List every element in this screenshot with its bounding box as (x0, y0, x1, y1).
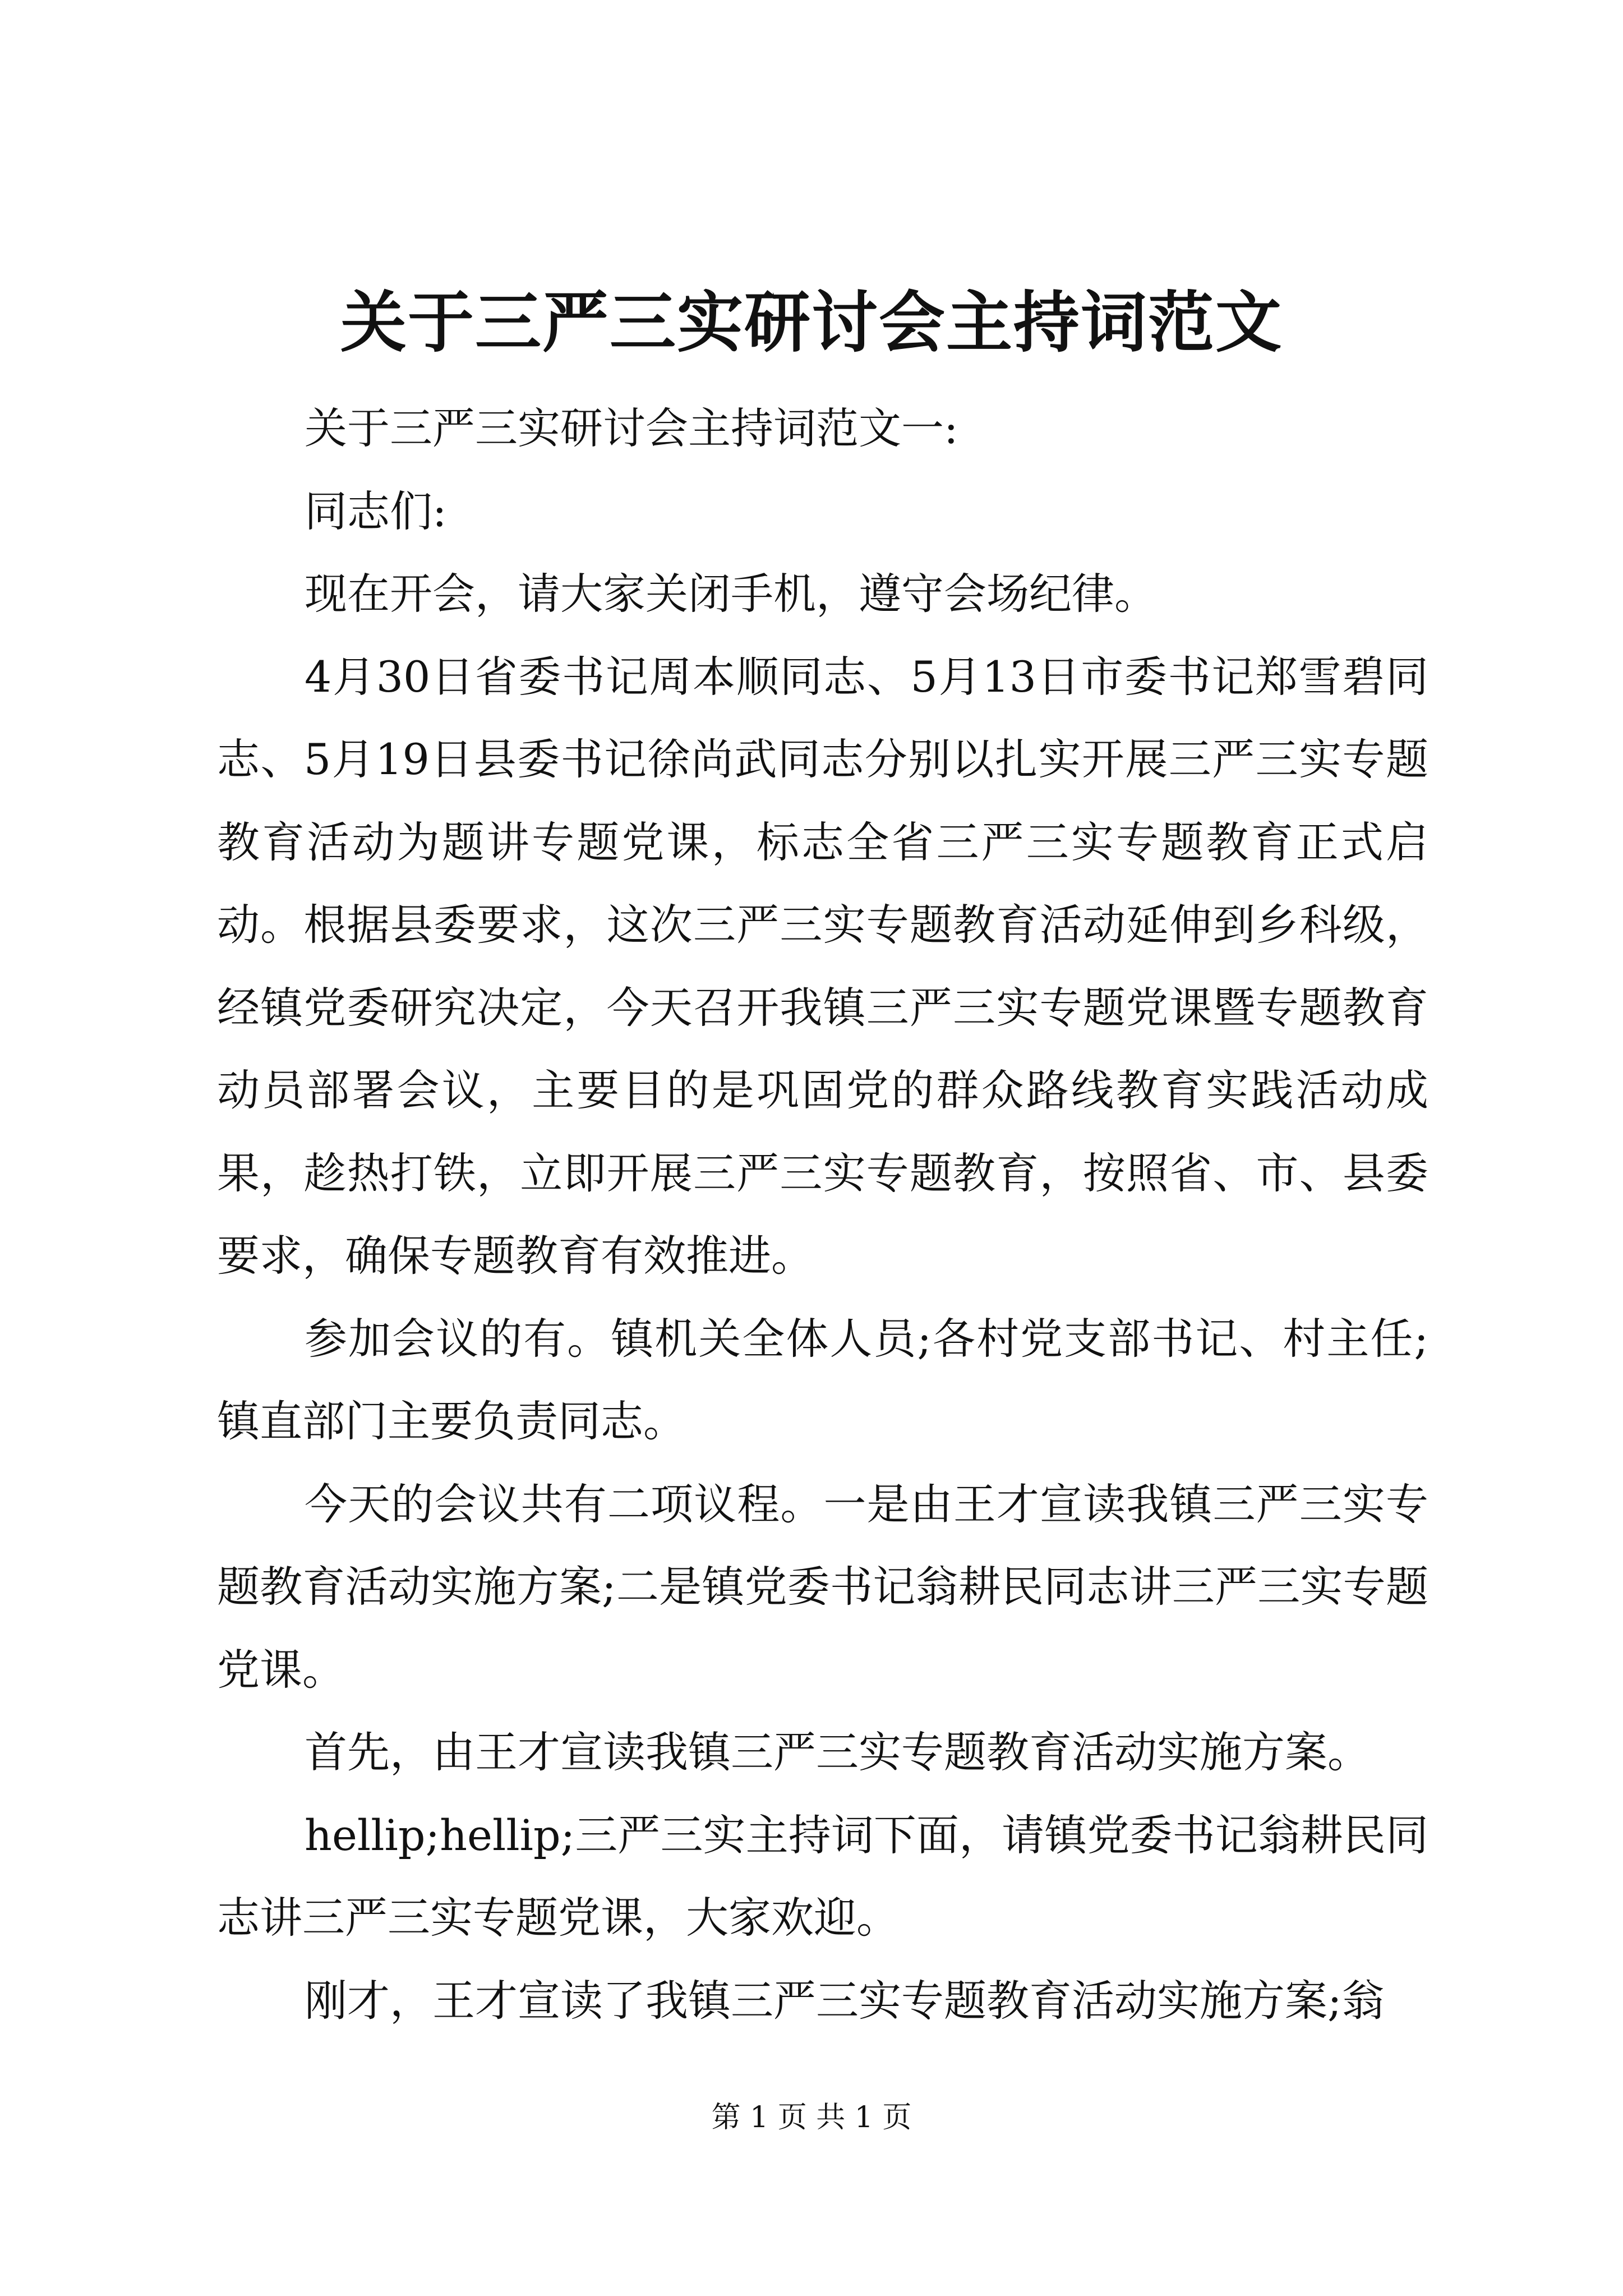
paragraph-opening: 现在开会，请大家关闭手机，遵守会场纪律。 (305, 569, 1157, 619)
paragraph-agenda: 今天的会议共有二项议程。一是由王才宣读我镇三严三实专题教育活动实施方案;二是镇党委书记翁耕民同志讲三严三实专题党课。 (217, 1479, 1428, 1695)
paragraph-closing: 刚才，王才宣读了我镇三严三实专题教育活动实施方案;翁 (305, 1975, 1385, 2026)
page-number-footer: 第 1 页 共 1 页 (711, 2101, 912, 2134)
paragraph-salutation: 同志们: (305, 486, 447, 536)
document-title: 关于三严三实研讨会主持词范文 (340, 283, 1283, 361)
paragraph-heading: 关于三严三实研讨会主持词范文一: (305, 403, 958, 453)
paragraph-second-item: hellip;hellip;三严三实主持词下面，请镇党委书记翁耕民同志讲三严三实专题党课，大家欢迎。 (217, 1810, 1428, 1943)
paragraph-first-item: 首先，由王才宣读我镇三严三实专题教育活动实施方案。 (305, 1727, 1370, 1777)
paragraph-attendees: 参加会议的有。镇机关全体人员;各村党支部书记、村主任;镇直部门主要负责同志。 (217, 1313, 1428, 1446)
paragraph-background: 4月30日省委书记周本顺同志、5月13日市委书记郑雪碧同志、5月19日县委书记徐尚武同志分别以扎实开展三严三实专题教育活动为题讲专题党课，标志全省三严三实专题教育正式启动。根据县委要求，这次三严三实专题教育活动延伸到乡科级，经镇党委研究决定，今天召开我镇三严三实专题党课暨专题教育动员部署会议，主要目的是巩固党的群众路线教育实践活动成果，趁热打铁，立即开展三严三实专题教育，按照省、市、县委要求，确保专题教育有效推进。 (217, 651, 1428, 1281)
document-body (217, 387, 1428, 2042)
